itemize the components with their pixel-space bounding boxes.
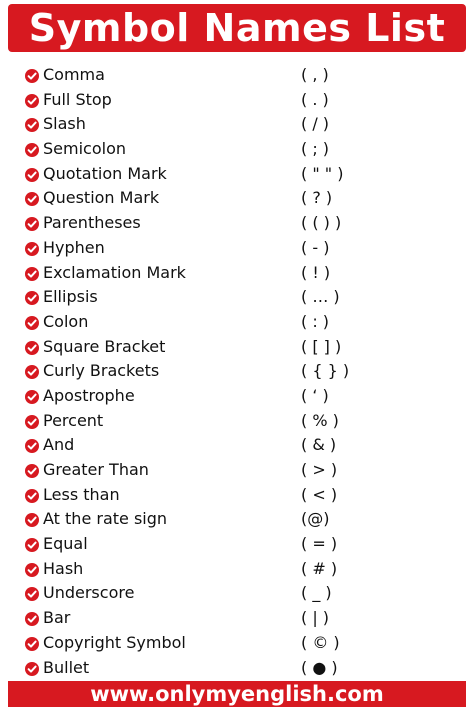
symbol-name: Bar xyxy=(43,608,71,628)
check-circle-icon xyxy=(25,142,39,156)
symbol-glyph: ( < ) xyxy=(301,484,338,504)
symbol-name: Less than xyxy=(43,484,120,504)
symbol-glyph: (@) xyxy=(301,509,330,529)
symbol-glyph: ( , ) xyxy=(301,65,329,84)
list-item xyxy=(0,335,474,360)
title-banner xyxy=(8,4,466,52)
check-circle-icon xyxy=(25,414,39,428)
symbol-name: Exclamation Mark xyxy=(43,262,186,282)
footer-url: www.onlymyenglish.com xyxy=(90,681,384,706)
page-title: Symbol Names List xyxy=(28,6,446,50)
symbol-name: Semicolon xyxy=(43,139,126,159)
symbol-name: Question Mark xyxy=(43,188,160,208)
list-item xyxy=(0,433,474,458)
symbol-name: Percent xyxy=(43,410,104,430)
list-item xyxy=(0,261,474,286)
symbol-glyph: ( … ) xyxy=(301,287,340,307)
symbol-name: Square Bracket xyxy=(43,336,166,356)
symbol-glyph: ( ● ) xyxy=(301,657,338,677)
symbol-name: Quotation Mark xyxy=(43,163,167,183)
symbol-glyph: ( ‘ ) xyxy=(301,385,329,405)
check-circle-icon xyxy=(25,68,39,82)
symbol-glyph: ( [ ] ) xyxy=(301,336,342,356)
symbol-glyph: ( = ) xyxy=(301,534,338,554)
list-item xyxy=(0,186,474,211)
check-circle-icon xyxy=(25,586,39,600)
symbol-name: Slash xyxy=(43,114,86,134)
check-circle-icon xyxy=(25,438,39,452)
list-item xyxy=(0,63,474,88)
check-circle-icon xyxy=(25,537,39,551)
symbol-list xyxy=(0,63,474,680)
symbol-glyph: ( " " ) xyxy=(301,163,344,183)
check-circle-icon xyxy=(25,512,39,526)
list-item xyxy=(0,581,474,606)
symbol-name: Hash xyxy=(43,558,84,578)
check-circle-icon xyxy=(25,290,39,304)
symbol-name: Apostrophe xyxy=(43,385,135,405)
symbol-glyph: ( - ) xyxy=(301,237,330,257)
symbol-glyph: ( % ) xyxy=(301,410,339,430)
check-circle-icon xyxy=(25,340,39,354)
symbol-name: Ellipsis xyxy=(43,287,98,307)
symbol-name: Colon xyxy=(43,311,89,331)
symbol-name: Curly Brackets xyxy=(43,361,160,381)
check-circle-icon xyxy=(25,389,39,403)
list-item xyxy=(0,211,474,236)
symbol-name: Parentheses xyxy=(43,213,141,233)
list-item xyxy=(0,507,474,532)
check-circle-icon xyxy=(25,216,39,230)
check-circle-icon xyxy=(25,315,39,329)
symbol-glyph: ( ( ) ) xyxy=(301,213,342,233)
symbol-glyph: ( © ) xyxy=(301,632,340,652)
symbol-glyph: ( _ ) xyxy=(301,583,332,603)
symbol-name: Bullet xyxy=(43,657,90,677)
list-item xyxy=(0,285,474,310)
symbol-glyph: ( # ) xyxy=(301,558,338,578)
check-circle-icon xyxy=(25,93,39,107)
list-item xyxy=(0,557,474,582)
symbol-name: At the rate sign xyxy=(43,509,168,529)
check-circle-icon xyxy=(25,611,39,625)
list-item xyxy=(0,606,474,631)
list-item xyxy=(0,458,474,483)
list-item xyxy=(0,137,474,162)
list-item xyxy=(0,409,474,434)
symbol-name: Greater Than xyxy=(43,460,149,479)
title-bar xyxy=(0,0,474,56)
symbol-name: Full Stop xyxy=(43,89,112,109)
check-circle-icon xyxy=(25,463,39,477)
symbol-name: Copyright Symbol xyxy=(43,632,186,652)
list-item xyxy=(0,483,474,508)
footer-banner xyxy=(8,681,466,707)
symbol-name: Hyphen xyxy=(43,237,105,257)
symbol-glyph: ( ; ) xyxy=(301,139,330,159)
symbol-name: And xyxy=(43,435,75,455)
check-circle-icon xyxy=(25,117,39,131)
check-circle-icon xyxy=(25,266,39,280)
symbol-glyph: ( : ) xyxy=(301,311,330,331)
symbol-glyph: ( ? ) xyxy=(301,188,333,208)
check-circle-icon xyxy=(25,636,39,650)
list-item xyxy=(0,532,474,557)
check-circle-icon xyxy=(25,191,39,205)
list-item xyxy=(0,112,474,137)
list-item xyxy=(0,88,474,113)
list-item xyxy=(0,656,474,681)
symbol-glyph: ( | ) xyxy=(301,608,330,628)
list-item xyxy=(0,310,474,335)
list-item xyxy=(0,384,474,409)
check-circle-icon xyxy=(25,488,39,502)
list-item xyxy=(0,236,474,261)
symbol-name: Equal xyxy=(43,534,88,554)
check-circle-icon xyxy=(25,364,39,378)
symbol-glyph: ( ! ) xyxy=(301,262,331,282)
footer-bar xyxy=(0,681,474,711)
list-item xyxy=(0,162,474,187)
check-circle-icon xyxy=(25,661,39,675)
check-circle-icon xyxy=(25,562,39,576)
symbol-glyph: ( / ) xyxy=(301,114,330,134)
symbol-glyph: ( > ) xyxy=(301,460,338,479)
symbol-glyph: ( . ) xyxy=(301,89,329,109)
symbol-name: Comma xyxy=(43,65,105,84)
symbol-glyph: ( { } ) xyxy=(301,361,350,381)
list-item xyxy=(0,631,474,656)
check-circle-icon xyxy=(25,167,39,181)
symbol-name: Underscore xyxy=(43,583,135,603)
symbol-glyph: ( & ) xyxy=(301,435,337,455)
list-item xyxy=(0,359,474,384)
check-circle-icon xyxy=(25,241,39,255)
